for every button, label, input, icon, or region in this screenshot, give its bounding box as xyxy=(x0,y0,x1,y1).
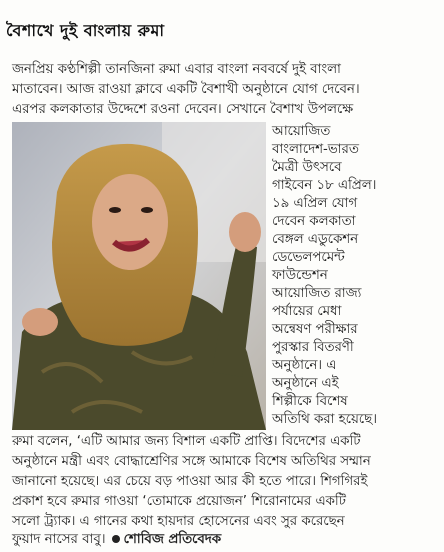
closing-line: অনুষ্ঠানে মন্ত্রী এবং বোদ্ধাশ্রেণির সঙ্গে আমাকে বিশেষ অতিথির সম্মান xyxy=(12,454,371,469)
last-line xyxy=(12,530,221,549)
closing-line: রুমা বলেন, ‘এটি আমার জন্য বিশাল একটি প্রাপ্তি। বিদেশের একটি xyxy=(12,434,361,449)
singer-illustration xyxy=(12,122,266,430)
side-line: অনুষ্ঠানে। এ xyxy=(272,358,337,373)
singer-photo xyxy=(12,122,266,430)
intro-line: জনপ্রিয় কণ্ঠশিল্পী তানজিনা রুমা এবার বাংলা নববর্ষে দুই বাংলা xyxy=(12,62,341,77)
side-line: গাইবেন ১৮ এপ্রিল। xyxy=(272,178,377,193)
intro-line: মাতাবেন। আজ রাওয়া ক্লাবে একটি বৈশাখী অনুষ্ঠানে যোগ দেবেন। xyxy=(12,82,360,97)
side-line: পর্যায়ের মেধা xyxy=(272,304,342,319)
previous-article-cut-text xyxy=(0,0,444,4)
side-line: ১৯ এপ্রিল যোগ xyxy=(272,196,358,211)
side-line: আয়োজিত রাজ্য xyxy=(272,286,362,301)
closing-line: জানানো হয়েছে। এর চেয়ে বড় পাওয়া আর কী হতে পারে। শিগগিরই xyxy=(12,474,368,489)
side-line: বাংলাদেশ-ভারত xyxy=(272,142,359,157)
side-line: বেঙ্গল এডুকেশন xyxy=(272,232,359,247)
side-line: মৈত্রী উৎসবে xyxy=(272,160,342,175)
intro-line: এরপর কলকাতার উদ্দেশে রওনা দেবেন। সেখানে বৈশাখ উপলক্ষে xyxy=(12,102,354,117)
headline: বৈশাখে দুই বাংলায় রুমা xyxy=(6,21,165,40)
byline: শোবিজ প্রতিবেদক xyxy=(123,532,222,547)
side-line: পুরস্কার বিতরণী xyxy=(272,340,354,355)
closing-line: প্রকাশ হবে রুমার গাওয়া ‘তোমাকে প্রয়োজন’ শিরোনামের একটি xyxy=(12,494,346,509)
side-line: শিল্পীকে বিশেষ xyxy=(272,394,348,409)
side-line: দেবেন কলকাতা xyxy=(272,214,356,229)
side-line: আয়োজিত xyxy=(272,124,331,139)
side-line: ফাউন্ডেশন xyxy=(272,268,328,283)
last-line-text: ফুয়াদ নাসের বাবু। xyxy=(12,532,106,547)
closing-line: সলো ট্র্যাক। এ গানের কথা হায়দার হোসেনের এবং সুর করেছেন xyxy=(12,514,345,529)
side-line: ডেভেলপমেন্ট xyxy=(272,250,345,265)
side-line: অন্বেষণ পরীক্ষার xyxy=(272,322,358,337)
bullet-icon xyxy=(112,535,120,543)
side-line: অনুষ্ঠানে এই xyxy=(272,376,339,391)
side-line: অতিথি করা হয়েছে। xyxy=(272,412,377,427)
